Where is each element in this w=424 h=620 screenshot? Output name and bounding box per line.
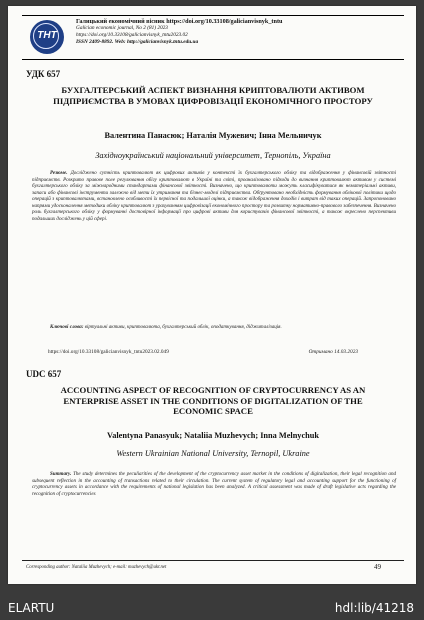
journal-header: [22, 15, 404, 60]
ua-keywords: [32, 324, 396, 331]
header-text: [76, 18, 406, 46]
en-abstract-text: The study determines the peculiarities of the development of the cryptocurrency asset market in the conditions of digitalization, their legal recognition and subsequent reflection in the accounting of transactions related to their circulation. The current system of regulatory legal and accounting support for the functioning of cryptocurrency assets in accordance with the requirements of national legislation has been analyzed. A critical assessment was made of draft legislative acts regarding the recognition of cryptocurrencies: [32, 471, 396, 497]
corresponding-author: Corresponding author: Nataliia Muzhevych; e-mail: muzhevych@ukr.net: [26, 565, 167, 570]
header-line-4[interactable]: ISSN 2409-8892. Web: http://galicianvisnyk.tntu.edu.ua: [76, 39, 199, 46]
logo-text: ТНТ: [37, 30, 57, 41]
en-affiliation: Western Ukrainian National University, Ternopil, Ukraine: [116, 449, 310, 458]
ua-authors: Валентина Панасюк; Наталія Мужевич; Інна Мельничук: [104, 131, 322, 140]
journal-logo: [30, 20, 64, 54]
header-line-3[interactable]: https://doi.org/10.33108/galicianvisnyk_tntu2023.02: [76, 32, 188, 39]
header-line-1[interactable]: Галицький економічний вісник https://doi.org/10.33108/galicianvisnyk_tntu: [76, 18, 283, 25]
en-abstract-label: Summary.: [50, 471, 72, 477]
ua-received-date: Отримано 14.03.2023: [308, 349, 358, 355]
ua-abstract-text: Досліджено сутність криптовалют як цифрових активів у контексті їх бухгалтерського обліку та відображення у фінансовій звітності підприємств. Розкрито правове поле регулювання обігу криптовалют в Україні та світі, проаналізовано підходи до визнання криптовалют активом у системі бухгалтерського обліку за міжнародними стандартами фінансової звітності. Визначено, що криптовалюти можуть класифікуватися як нематеріальні активи, запаси або фінансові інструменти залежно від мети їх утримання та бізнес-моделі підприємства. Обґрунтовано необхідність формування облікової політики щодо операцій з криптовалютами, встановлено особливості їх первісної та подальшої оцінки, а також відображення доходів і витрат від таких операцій. Запропоновано напрями удосконалення методики обліку криптовалют з урахуванням цифровізації економічного простору та розвитку нормативно-правового забезпечення. Визначено роль бухгалтерського обліку у формуванні достовірної інформації про цифрові активи для користувачів фінансової звітності, а також окреслено перспективи подальших досліджень у цій сфері.: [32, 170, 396, 222]
ua-udc: УДК 657: [26, 69, 61, 79]
ua-keywords-text: віртуальні активи, криптовалюта, бухгалтерський облік, оподаткування, діджиталізація.: [84, 324, 282, 330]
ua-abstract: [32, 170, 396, 222]
ua-affiliation: Західноукраїнський національний університет, Тернопіль, Україна: [95, 151, 331, 160]
viewer-bottom-bar: [0, 596, 424, 620]
ua-title: БУХГАЛТЕРСЬКИЙ АСПЕКТ ВИЗНАННЯ КРИПТОВАЛЮТИ АКТИВОМ ПІДПРИЄМСТВА В УМОВАХ ЦИФРОВІЗАЦІЇ ЕКОНОМІЧНОГО ПРОСТОРУ: [53, 85, 373, 106]
en-udc: UDC 657: [26, 369, 62, 379]
en-authors: Valentyna Panasyuk; Nataliia Muzhevych; Inna Melnychuk: [107, 431, 319, 440]
handle-id[interactable]: hdl:lib/41218: [334, 601, 414, 615]
en-title: ACCOUNTING ASPECT OF RECOGNITION OF CRYPTOCURRENCY AS AN ENTERPRISE ASSET IN THE CONDITIONS OF DIGITALIZATION OF THE ECONOMIC SPACE: [60, 385, 366, 416]
ua-keywords-label: Ключові слова:: [50, 324, 84, 330]
ua-abstract-label: Резюме.: [50, 170, 68, 176]
page-number: 49: [374, 563, 381, 571]
header-line-2: Galician economic journal, No 2 (81) 2023: [76, 25, 168, 32]
journal-page: [8, 6, 416, 584]
ua-doi-link[interactable]: https://doi.org/10.33108/galicianvisnyk_tntu2023.02.049: [48, 349, 169, 355]
footer-divider: [22, 560, 404, 561]
en-abstract: [32, 471, 396, 497]
repository-name: ELARTU: [8, 601, 55, 615]
